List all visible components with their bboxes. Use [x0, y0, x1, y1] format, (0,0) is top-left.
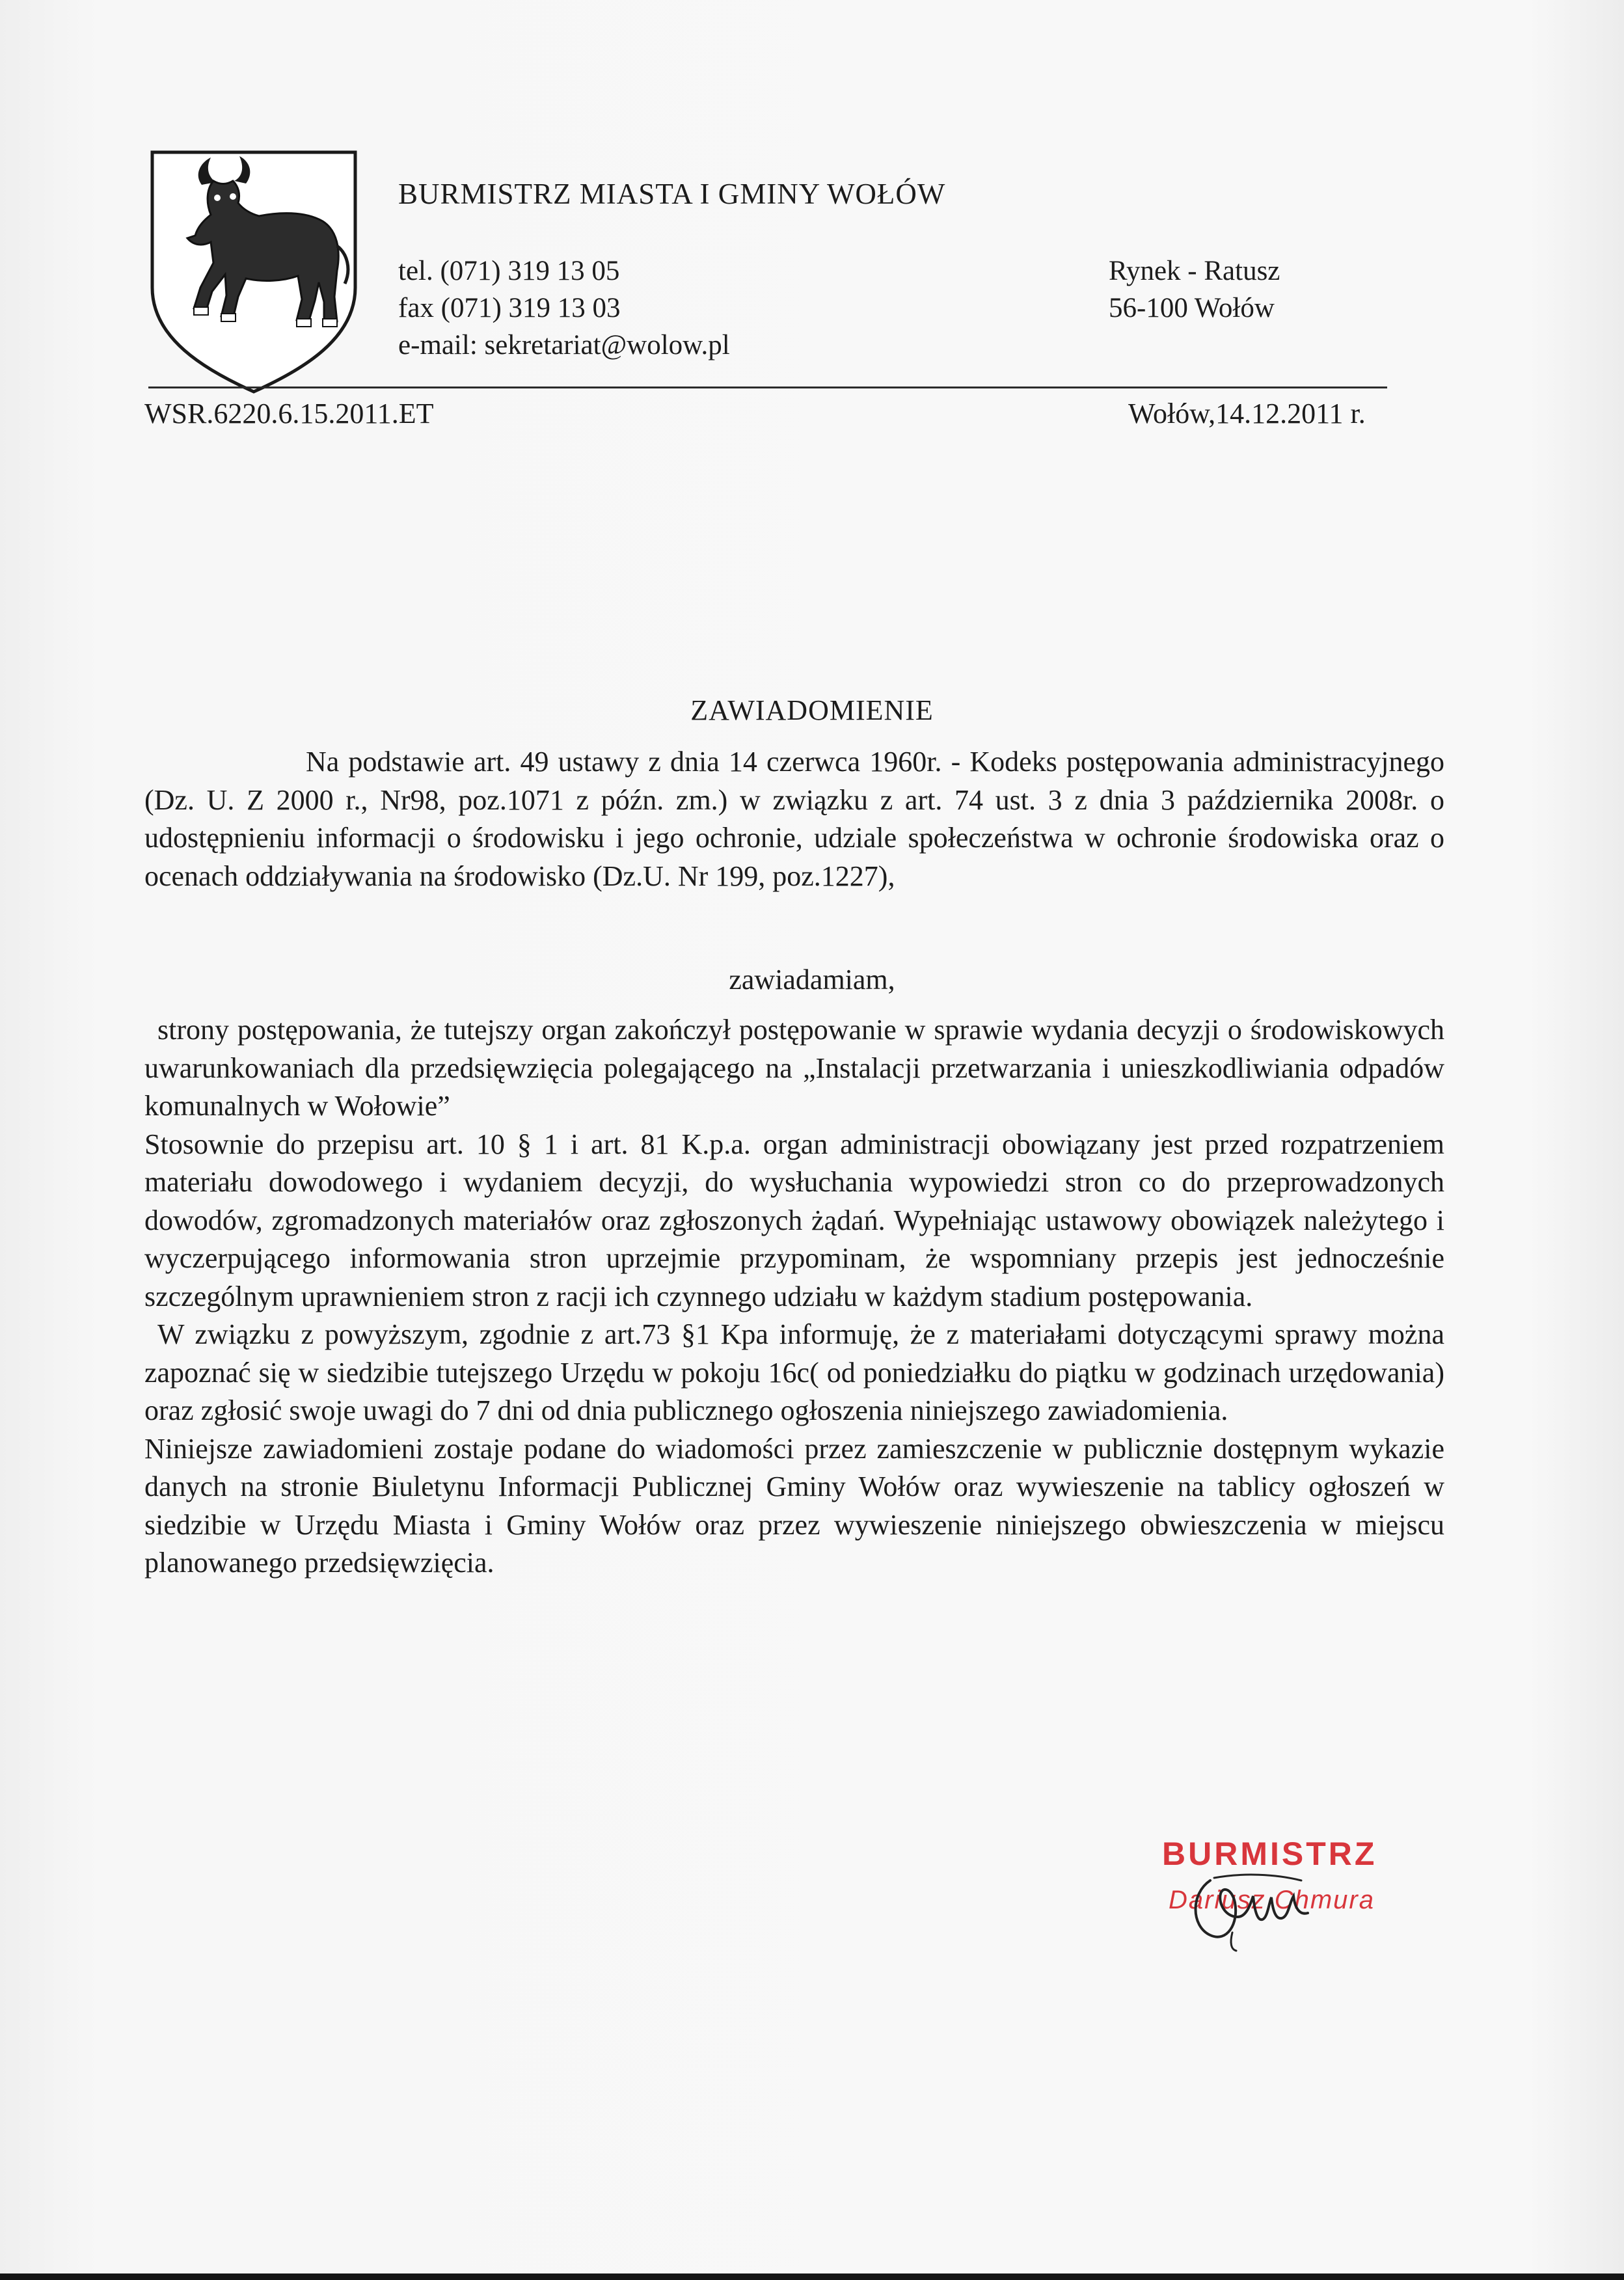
address-block	[1109, 252, 1280, 327]
body-paragraphs	[144, 1011, 1444, 1582]
issuer-title: BURMISTRZ MIASTA I GMINY WOŁÓW	[398, 178, 946, 210]
bull-coat-of-arms-icon	[148, 148, 359, 396]
intro-text: Na podstawie art. 49 ustawy z dnia 14 czerwca 1960r. - Kodeks postępowania administracyjnego (Dz. U. Z 2000 r., Nr98, poz.1071 z późn. zm.) w związku z art. 74 ust. 3 z dnia 3 października 2008r. o udostępnieniu informacji o środowisku i jego ochronie, udziale społeczeństwa w ochronie środowiska oraz o ocenach oddziaływania na środowisko (Dz.U. Nr 199, poz.1227),	[144, 746, 1444, 892]
document-heading: ZAWIADOMIENIE	[690, 694, 934, 726]
address-line-2: 56-100 Wołów	[1109, 293, 1275, 323]
email-address: e-mail: sekretariat@wolow.pl	[398, 330, 730, 360]
paragraph-publication: Niniejsze zawiadomieni zostaje podane do wiadomości przez zamieszczenie w publicznie dostępnym wykazie danych na stronie Biuletynu Informacji Publicznej Gminy Wołów oraz wywieszenie na tablicy ogłoszeń w siedzibie w Urzędu Miasta i Gminy Wołów oraz przez wywieszenie niniejszego obwieszczenia w miejscu planowanego przedsięwzięcia.	[144, 1432, 1444, 1579]
paragraph-inspection: W związku z powyższym, zgodnie z art.73 §1 Kpa informuję, że z materiałami dotyczącymi sprawy można zapoznać się w siedzibie tutejszego Urzędu w pokoju 16c( od poniedziałku do piątku w godzinach urzędowania) oraz zgłosić swoje uwagi do 7 dni od dnia publicznego ogłoszenia niniejszego zawiadomienia.	[144, 1318, 1444, 1426]
fax-number: fax (071) 319 13 03	[398, 293, 621, 323]
stamp-title: BURMISTRZ	[1162, 1836, 1377, 1872]
case-number: WSR.6220.6.15.2011.ET	[144, 398, 434, 429]
paragraph-conclusion: strony postępowania, że tutejszy organ zakończył postępowanie w sprawie wydania decyzji o środowiskowych uwarunkowaniach dla przedsięwzięcia polegającego na „Instalacji przetwarzania i unieszkodliwiania odpadów komunalnych w Wołowie”	[144, 1014, 1444, 1122]
paragraph-rights: Stosownie do przepisu art. 10 § 1 i art. 81 K.p.a. organ administracji obowiązany jest przed rozpatrzeniem materiału dowodowego i wydaniem decyzji, do wysłuchania wypowiedzi stron co do przeprowadzonych dowodów, zgromadzonych materiałów oraz zgłoszonych żądań. Wypełniając ustawowy obowiązek należytego i wyczerpującego informowania stron uprzejmie przypominam, że wspomniany przepis jest jednocześnie szczególnym uprawnieniem stron z racji ich czynnego udziału w każdym stadium postępowania.	[144, 1128, 1444, 1312]
notify-line: zawiadamiam,	[729, 964, 895, 996]
place-date: Wołów,14.12.2011 r.	[1128, 398, 1366, 429]
header-divider	[148, 387, 1387, 388]
handwritten-signature	[1184, 1854, 1314, 1952]
intro-paragraph	[144, 743, 1444, 895]
phone-number: tel. (071) 319 13 05	[398, 256, 620, 286]
stamp-name: Dariusz Chmura	[1169, 1886, 1375, 1914]
contact-block	[398, 252, 730, 364]
scan-edge	[0, 2273, 1624, 2280]
address-line-1: Rynek - Ratusz	[1109, 256, 1280, 286]
